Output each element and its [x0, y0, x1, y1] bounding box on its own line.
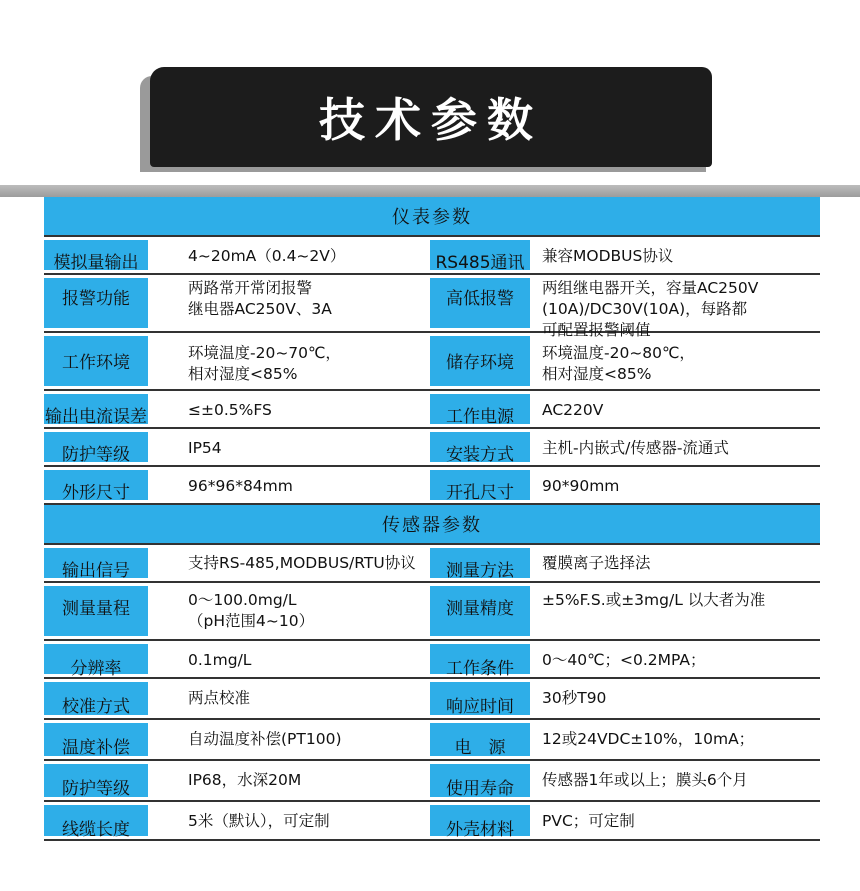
- row-label: 校准方式: [44, 682, 148, 715]
- spec-table: [44, 197, 820, 841]
- row-label: 线缆长度: [44, 805, 148, 836]
- row-label: 电 源: [430, 723, 530, 756]
- row-label: 报警功能: [44, 278, 148, 328]
- row-label: 储存环境: [430, 336, 530, 386]
- row-value: 0～40℃；<0.2MPA；: [542, 651, 706, 669]
- sensor-rows: [44, 545, 820, 841]
- row-label: 防护等级: [44, 764, 148, 797]
- row-label: 外壳材料: [430, 805, 530, 836]
- row-value: 5米（默认），可定制: [188, 812, 330, 830]
- table-row: [44, 391, 820, 429]
- row-value: 两点校准: [188, 689, 251, 707]
- title-banner: [150, 67, 712, 167]
- row-value: 90*90mm: [542, 477, 620, 495]
- section-header-instrument: 仪表参数: [44, 197, 820, 237]
- row-value: PVC；可定制: [542, 812, 635, 830]
- row-label: 输出信号: [44, 548, 148, 578]
- row-label: 模拟量输出: [44, 240, 148, 270]
- row-label: 输出电流误差: [44, 394, 148, 424]
- row-value: 自动温度补偿(PT100): [188, 730, 342, 748]
- table-row: [44, 641, 820, 679]
- row-label: 使用寿命: [430, 764, 530, 797]
- row-label: 高低报警: [430, 278, 530, 328]
- row-label: 防护等级: [44, 432, 148, 462]
- row-value: 30秒T90: [542, 689, 607, 707]
- table-row: [44, 333, 820, 391]
- section-header-sensor: 传感器参数: [44, 505, 820, 545]
- row-value: ≤±0.5%FS: [188, 401, 272, 419]
- row-value: 环境温度-20~80℃， 相对湿度<85%: [542, 344, 695, 383]
- table-row: [44, 761, 820, 802]
- table-row: [44, 802, 820, 841]
- row-label: RS485通讯: [430, 240, 530, 270]
- row-value: 96*96*84mm: [188, 477, 293, 495]
- row-label: 响应时间: [430, 682, 530, 715]
- table-row: [44, 679, 820, 720]
- row-label: 温度补偿: [44, 723, 148, 756]
- row-value: 0～100.0mg/L （pH范围4~10）: [188, 591, 315, 630]
- row-label: 测量方法: [430, 548, 530, 578]
- table-row: [44, 429, 820, 467]
- row-value: 覆膜离子选择法: [542, 554, 651, 572]
- row-value: 12或24VDC±10%，10mA；: [542, 730, 755, 748]
- row-value: AC220V: [542, 401, 604, 419]
- row-value: IP54: [188, 439, 222, 457]
- row-value: ±5%F.S.或±3mg/L 以大者为准: [542, 591, 766, 609]
- row-value: 兼容MODBUS协议: [542, 247, 674, 265]
- row-value: 传感器1年或以上；膜头6个月: [542, 771, 748, 789]
- row-label: 外形尺寸: [44, 470, 148, 500]
- row-label: 工作电源: [430, 394, 530, 424]
- table-row: [44, 467, 820, 505]
- row-value: 两路常开常闭报警 继电器AC250V、3A: [188, 279, 332, 318]
- row-label: 测量量程: [44, 586, 148, 636]
- instrument-rows: [44, 237, 820, 505]
- row-value: 0.1mg/L: [188, 651, 252, 669]
- row-value: 4~20mA（0.4~2V）: [188, 247, 346, 265]
- divider-bar: [0, 185, 860, 197]
- row-label: 分辨率: [44, 644, 148, 674]
- row-label: 工作条件: [430, 644, 530, 674]
- table-row: [44, 545, 820, 583]
- row-value: 两组继电器开关，容量AC250V (10A)/DC30V(10A)，每路都 可配置报警阈值: [542, 279, 759, 339]
- row-value: IP68，水深20M: [188, 771, 302, 789]
- row-value: 环境温度-20~70℃， 相对湿度<85%: [188, 344, 341, 383]
- row-value: 主机-内嵌式/传感器-流通式: [542, 439, 729, 457]
- table-row: [44, 583, 820, 641]
- table-row: [44, 237, 820, 275]
- row-label: 测量精度: [430, 586, 530, 636]
- row-label: 工作环境: [44, 336, 148, 386]
- table-row: [44, 720, 820, 761]
- row-value: 支持RS-485,MODBUS/RTU协议: [188, 554, 416, 572]
- page-title: 技术参数: [319, 93, 543, 147]
- row-label: 开孔尺寸: [430, 470, 530, 500]
- row-label: 安装方式: [430, 432, 530, 462]
- table-row: [44, 275, 820, 339]
